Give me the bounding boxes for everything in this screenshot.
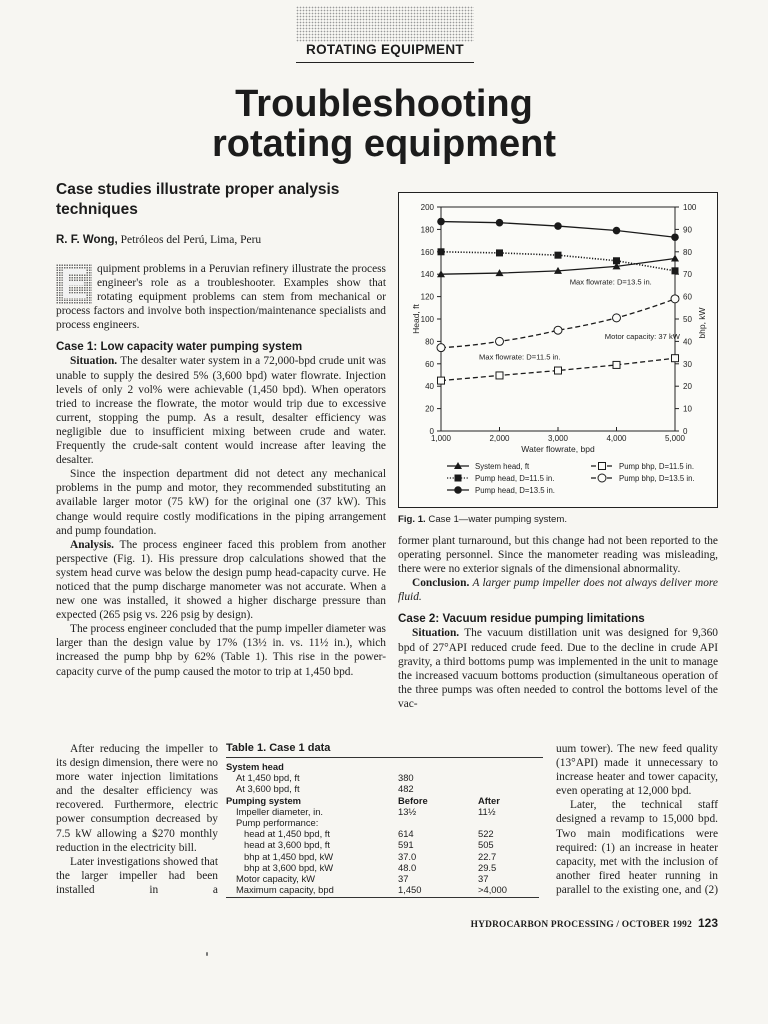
data-point — [438, 377, 445, 384]
right-column — [398, 534, 718, 711]
table-cell-after: 29.5 — [478, 861, 497, 873]
table-cell-before: 13½ — [398, 805, 417, 817]
x-axis-label: Water flowrate, bpd — [521, 444, 595, 454]
data-point — [496, 372, 503, 379]
table-cell-before: 614 — [398, 828, 414, 840]
y2-tick-label: 70 — [683, 270, 692, 280]
data-point — [437, 218, 445, 226]
data-point — [554, 326, 562, 334]
drop-cap: E — [56, 264, 92, 304]
figure-caption-label: Fig. 1. — [398, 514, 426, 525]
legend-marker — [455, 475, 462, 482]
data-point — [671, 255, 679, 262]
table-row-label: Maximum capacity, bpd — [236, 884, 334, 896]
chart-annotation: Max flowrate: D=11.5 in. — [479, 352, 561, 362]
data-point — [437, 344, 445, 352]
data-point — [613, 361, 620, 368]
table-1 — [226, 742, 543, 898]
y2-tick-label: 10 — [683, 404, 692, 414]
case1-analysis — [56, 538, 386, 623]
table-row-label: Pump performance: — [236, 816, 319, 828]
table-row — [226, 795, 543, 806]
y2-tick-label: 20 — [683, 382, 692, 392]
case2-situation-runin: Situation. — [412, 627, 460, 640]
y-tick-label: 100 — [420, 315, 434, 324]
chart-annotation: Motor capacity: 37 kW — [604, 332, 680, 342]
table-cell-after: >4,000 — [478, 884, 507, 896]
table-cell-after — [478, 772, 538, 783]
data-point — [554, 222, 562, 230]
table-row-label: At 1,450 bpd, ft — [236, 772, 300, 784]
y2-tick-label: 30 — [683, 359, 692, 369]
data-point — [672, 355, 679, 362]
table-cell-before: 482 — [398, 783, 414, 795]
scan-speck — [206, 952, 208, 956]
intro-text: quipment problems in a Peruvian refinery illustrate the process engineer's role as a troubleshooter. Examples show that rotating equipment problems can stem from mechanical or process factors and involve both inspection/maintenance specialists and process engineers. — [56, 263, 386, 332]
legend-label: System head, ft — [475, 462, 530, 471]
data-point — [671, 233, 679, 241]
y2-tick-label: 100 — [683, 203, 697, 212]
author-affiliation: Petróleos del Perú, Lima, Peru — [120, 234, 262, 246]
y-tick-label: 40 — [425, 382, 434, 392]
case2-situation-b: uum tower). The new feed quality (13°API) made it unnecessary to increase heater and tower capacity, even operating at 12,000 bpd. — [556, 743, 718, 798]
legend-marker — [454, 486, 462, 494]
header-rule — [296, 62, 474, 63]
table-cell-after: 505 — [478, 839, 494, 851]
x-tick-label: 4,000 — [606, 434, 627, 443]
left-column — [56, 262, 386, 679]
table-body — [226, 761, 543, 895]
table-cell-after: 37 — [478, 872, 489, 884]
table-row-label: bhp at 3,600 bpd, kW — [244, 861, 334, 873]
legend-label: Pump head, D=13.5 in. — [475, 486, 555, 495]
table-row — [226, 806, 543, 817]
y2-axis-label: bhp, kW — [697, 307, 707, 339]
table-bottom-rule — [226, 897, 539, 898]
conclusion-text: A larger pump impeller does not always deliver more fluid. — [398, 577, 718, 604]
y2-tick-label: 40 — [683, 337, 692, 347]
right-narrow-column — [556, 742, 718, 897]
author-name: R. F. Wong, — [56, 234, 118, 246]
chart-annotation: Max flowrate: D=13.5 in. — [569, 277, 652, 287]
chart-svg — [399, 193, 719, 509]
y-tick-label: 0 — [429, 427, 434, 436]
page-number: 123 — [697, 916, 718, 930]
case1-conclusion — [398, 576, 718, 604]
table-row — [226, 884, 543, 895]
table-row-label: bhp at 1,450 bpd, kW — [244, 850, 334, 862]
data-point — [555, 367, 562, 374]
case2-para2: Later, the technical staff designed a revamp to 15,000 bpd. Two main modifications were required: (1) an increase in heater capacity, met with the inclusion of another fired heater running in parallel to the existing one, and (2) — [556, 799, 718, 896]
case1-heading: Case 1: Low capacity water pumping system — [56, 340, 303, 354]
y-tick-label: 60 — [425, 359, 434, 369]
situation-text: The desalter water system in a 72,000-bpd crude unit was unable to supply the desired 5% (3,600 bpd) water flowrate. Injection levels of only 2 vol% were achievable (1,450 bpd). When operators tried to increase the flowrate, the motor would trip due to excessive current, stopping the pump. As a result, desalter efficiency was negligible due to insufficient mixing between crude and water. Frequently the crude-salt content would increase after leaving the desalter. — [56, 355, 386, 467]
plot-frame — [441, 207, 675, 431]
conclusion-runin: Conclusion. — [412, 577, 470, 590]
case1-situation — [56, 354, 386, 467]
y-tick-label: 180 — [420, 225, 434, 235]
x-tick-label: 5,000 — [664, 434, 686, 443]
analysis-runin: Analysis. — [70, 538, 114, 551]
case1-para6: Later investigations showed that the larger impeller had been installed in a — [56, 855, 218, 896]
article-title-line1: Troubleshooting — [235, 83, 533, 125]
table-cell-after: 22.7 — [478, 850, 497, 862]
table-row — [226, 839, 543, 850]
table-cell-after: 11½ — [478, 805, 496, 817]
data-point — [438, 248, 445, 255]
y2-tick-label: 0 — [683, 427, 688, 436]
table-row — [226, 828, 543, 839]
article-title-line2: rotating equipment — [211, 123, 557, 165]
table-cell-before: 591 — [398, 839, 414, 851]
y-tick-label: 20 — [425, 404, 434, 414]
y2-tick-label: 50 — [683, 315, 692, 324]
table-cell-before: 37 — [398, 872, 409, 884]
left-narrow-column — [56, 742, 218, 897]
table-row-label: Impeller diameter, in. — [236, 805, 324, 817]
table-cell-before — [398, 817, 478, 828]
section-label: ROTATING EQUIPMENT — [306, 42, 464, 57]
data-point — [496, 249, 503, 256]
table-row-label: head at 1,450 bpd, ft — [244, 828, 331, 840]
y-tick-label: 200 — [420, 203, 434, 212]
intro-paragraph — [56, 262, 386, 332]
data-point — [613, 227, 621, 235]
table-row — [226, 817, 543, 828]
table-row — [226, 851, 543, 862]
table-cell-before: 48.0 — [398, 861, 417, 873]
case1-para4: The process engineer concluded that the pump impeller diameter was larger than the design value by 17% (13½ in. vs. 11½ in.), which increased the pump bhp by 62% (Table 1). This rise in the power-capacity curve of the pump caused the motor to trip at 1,450 bpd. — [56, 623, 386, 678]
case2-situation-a — [398, 626, 718, 711]
table-row — [226, 772, 543, 783]
byline — [56, 234, 386, 246]
data-point — [671, 295, 679, 303]
table-row-label: System head — [226, 761, 284, 772]
legend-label: Pump bhp, D=11.5 in. — [619, 462, 695, 471]
table-cell-before: Before — [398, 794, 428, 806]
table-row — [226, 873, 543, 884]
case2-situation-text: The vacuum distillation unit was designed for 9,360 bpd of 27°API reduced crude feed. Due to the decline in crude API gravity, a third bottoms pump was implemented in the unit to manage the increased vacuum bottoms production (simultaneous operation of the three pumps was often needed to control the bottoms level of the vac- — [398, 627, 718, 710]
table-row — [226, 862, 543, 873]
table-cell-after: After — [478, 794, 500, 806]
case1-para5: After reducing the impeller to its design dimension, there were no more water injection limitations and the desalter efficiency was recovered. Furthermore, electric power consumption decreased by 7.5 kW allowing a $270 monthly reduction in the electricity bill. — [56, 743, 218, 854]
page-footer — [430, 916, 718, 930]
table-row-label: Pumping system — [226, 794, 302, 806]
case2-heading: Case 2: Vacuum residue pumping limitations — [398, 612, 645, 626]
data-point — [555, 252, 562, 259]
table-cell-before — [398, 761, 478, 772]
data-point — [672, 267, 679, 274]
data-point — [496, 219, 504, 227]
table-row-label: Motor capacity, kW — [236, 872, 316, 884]
y-tick-label: 160 — [420, 247, 434, 257]
legend-marker — [599, 463, 606, 470]
data-point — [613, 314, 621, 322]
article-subtitle: Case studies illustrate proper analysis techniques — [56, 181, 340, 218]
data-point — [496, 337, 504, 345]
y-tick-label: 120 — [420, 292, 434, 302]
table-row — [226, 783, 543, 794]
table-cell-before: 37.0 — [398, 850, 417, 862]
figure-1-chart — [398, 192, 718, 508]
y2-tick-label: 90 — [683, 225, 692, 235]
x-tick-label: 1,000 — [430, 434, 452, 443]
data-point — [613, 257, 620, 264]
legend-label: Pump head, D=11.5 in. — [475, 474, 555, 483]
header-dither-band — [296, 6, 474, 42]
figure-caption-text: Case 1—water pumping system. — [428, 514, 568, 525]
table-cell-after — [478, 761, 538, 772]
y-tick-label: 80 — [425, 337, 434, 347]
x-tick-label: 3,000 — [547, 434, 569, 443]
x-tick-label: 2,000 — [489, 434, 510, 443]
case1-para2: Since the inspection department did not detect any mechanical problems in the pump and motor, they recommended substituting an available larger motor (75 kW) for the original one (37 kW). This change would require costly modifications in the piping arrangement and pump foundation. — [56, 468, 386, 537]
table-title: Table 1. Case 1 data — [226, 742, 543, 758]
case1-continued: former plant turnaround, but this change had not been reported to the operating personnel. Since the manometer reading was misleading, there were no exterior signals of the dimensional abnormality. — [398, 535, 718, 576]
situation-runin: Situation. — [70, 355, 118, 368]
legend-marker — [598, 474, 606, 482]
table-row-label: head at 3,600 bpd, ft — [244, 839, 331, 851]
y2-tick-label: 80 — [683, 247, 692, 257]
table-cell-after — [478, 817, 538, 828]
y-tick-label: 140 — [420, 270, 434, 280]
table-cell-after: 522 — [478, 828, 494, 840]
table-cell-before: 1,450 — [398, 884, 422, 896]
legend-label: Pump bhp, D=13.5 in. — [619, 474, 695, 483]
figure-caption — [398, 514, 718, 525]
table-cell-before: 380 — [398, 772, 414, 784]
journal-line: HYDROCARBON PROCESSING / OCTOBER 1992 — [470, 920, 692, 930]
y-axis-label: Head, ft — [411, 304, 421, 334]
analysis-text: The process engineer faced this problem from another perspective (Fig. 1). His pressure drop calculations showed that the system head curve was below the design pump head-capacity curve. He noticed that the pump discharge manometer was not accurate. When a new one was installed, it showed a higher discharge pressure than expected (265 psig vs. 226 psig by design). — [56, 538, 386, 622]
table-cell-after — [478, 783, 538, 794]
table-row-label: At 3,600 bpd, ft — [236, 783, 300, 795]
table-row — [226, 761, 543, 772]
y2-tick-label: 60 — [683, 292, 692, 302]
